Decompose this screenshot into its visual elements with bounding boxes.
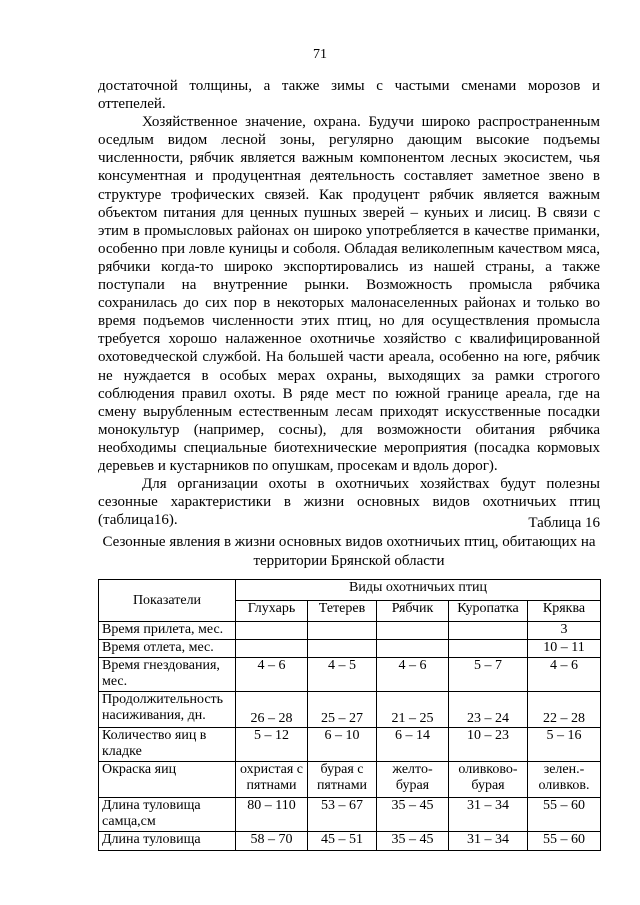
table-cell: 10 – 23	[449, 728, 528, 762]
table-cell: 6 – 14	[377, 728, 449, 762]
table-cell: 5 – 12	[236, 728, 308, 762]
species-group-header: Виды охотничьих птиц	[236, 580, 601, 601]
table-cell: 45 – 51	[308, 832, 377, 851]
table-row	[99, 658, 601, 692]
table-cell: 5 – 16	[528, 728, 601, 762]
table-title	[98, 533, 600, 571]
row-label: Время отлета, мес.	[99, 640, 236, 658]
table-cell: 35 – 45	[377, 798, 449, 832]
table-cell: 5 – 7	[449, 658, 528, 692]
table-cell: 4 – 5	[308, 658, 377, 692]
table-cell: желто-бурая	[377, 762, 449, 798]
table-cell	[236, 622, 308, 640]
bird-header-hazel-grouse: Рябчик	[377, 601, 449, 622]
table-cell	[308, 640, 377, 658]
paragraph-economic-value: Хозяйственное значение, охрана. Будучи широко распространенным оседлым видом лесной зоны, регулярно дающим высокие подъемы численности, рябчик является важным компонентом лесных экосистем, чья консументная и продуцентная деятельность составляет заметное звено в структуре трофических связей. Как продуцент рябчик является важным объектом питания для ценных пушных зверей – куньих и лисиц. В связи с этим в промысловых районах он широко употребляется в качестве приманки, особенно при ловле куницы и соболя. Обладая великолепным качеством мяса, рябчики когда-то широко экспортировались из нашей страны, а также поступали на внутренние рынки. Возможность промысла рябчика сохранилась до сих пор в некоторых малонаселенных районах и только во время подъемов численности этих птиц, но для осуществления промысла требуется хорошо налаженное охотничье хозяйство с квалифицированной охотоведческой службой. На большей части ареала, особенно на юге, рябчик не нуждается в особых мерах охраны, выходящих за рамки строгого соблюдения правил охоты. В ряде мест по южной границе ареала, где на смену вырубленным естественным лесам приходят искусственные посадки монокультур (например, сосны), для возможности обитания рябчика необходимы специальные биотехнические мероприятия (посадка кормовых деревьев и кустарников по опушкам, просекам и вдоль дорог).	[98, 114, 600, 474]
table-cell: 22 – 28	[528, 692, 601, 728]
bird-header-black-grouse: Тетерев	[308, 601, 377, 622]
table-cell	[449, 640, 528, 658]
table-row	[99, 640, 601, 658]
row-label: Время прилета, мес.	[99, 622, 236, 640]
bird-header-partridge: Куропатка	[449, 601, 528, 622]
row-label: Длина туловища	[99, 832, 236, 851]
table-cell: 55 – 60	[528, 798, 601, 832]
table-cell	[377, 640, 449, 658]
body-text	[98, 77, 600, 529]
table-title-line-1: Сезонные явления в жизни основных видов охотничьих птиц, обитающих на	[102, 534, 596, 550]
row-label: Окраска яиц	[99, 762, 236, 798]
table-row	[99, 728, 601, 762]
table-cell: 53 – 67	[308, 798, 377, 832]
table-cell: охристая с пятнами	[236, 762, 308, 798]
table-cell: 31 – 34	[449, 832, 528, 851]
table-cell	[449, 622, 528, 640]
table-cell: 4 – 6	[236, 658, 308, 692]
table-row	[99, 692, 601, 728]
row-label: Количество яиц в кладке	[99, 728, 236, 762]
table-row	[99, 832, 601, 851]
table-row	[99, 762, 601, 798]
table-cell: 23 – 24	[449, 692, 528, 728]
table-cell: зелен.-оливков.	[528, 762, 601, 798]
table-cell: 6 – 10	[308, 728, 377, 762]
table-row	[99, 622, 601, 640]
table-cell: 80 – 110	[236, 798, 308, 832]
table-cell: 4 – 6	[528, 658, 601, 692]
table-row	[99, 798, 601, 832]
paragraph-continuation: достаточной толщины, а также зимы с частыми сменами морозов и оттепелей.	[98, 78, 600, 113]
table-cell: 10 – 11	[528, 640, 601, 658]
table-cell: 4 – 6	[377, 658, 449, 692]
table-caption	[98, 514, 600, 571]
table-number: Таблица 16	[528, 515, 600, 531]
table-cell: 3	[528, 622, 601, 640]
table-cell: 31 – 34	[449, 798, 528, 832]
table-cell	[308, 622, 377, 640]
seasonal-phenomena-table	[98, 579, 601, 851]
bird-header-capercaillie: Глухарь	[236, 601, 308, 622]
table-cell: бурая с пятнами	[308, 762, 377, 798]
table-cell: 21 – 25	[377, 692, 449, 728]
table-cell	[236, 640, 308, 658]
table-cell: 35 – 45	[377, 832, 449, 851]
table-cell: 26 – 28	[236, 692, 308, 728]
row-label: Время гнездования, мес.	[99, 658, 236, 692]
paragraph-hunting-organization: Для организации охоты в охотничьих хозяйствах будут полезны сезонные характеристики в жизни основных видов охотничьих птиц (таблица16).	[98, 476, 600, 529]
table-cell: оливково-бурая	[449, 762, 528, 798]
table-cell: 58 – 70	[236, 832, 308, 851]
row-label: Длина туловища самца,см	[99, 798, 236, 832]
table-cell: 25 – 27	[308, 692, 377, 728]
table-cell: 55 – 60	[528, 832, 601, 851]
indicator-header: Показатели	[99, 580, 236, 622]
row-label: Продолжительность насиживания, дн.	[99, 692, 236, 728]
page-number: 71	[313, 47, 327, 62]
bird-header-mallard: Кряква	[528, 601, 601, 622]
table-title-line-2: территории Брянской области	[253, 553, 445, 569]
table-cell	[377, 622, 449, 640]
